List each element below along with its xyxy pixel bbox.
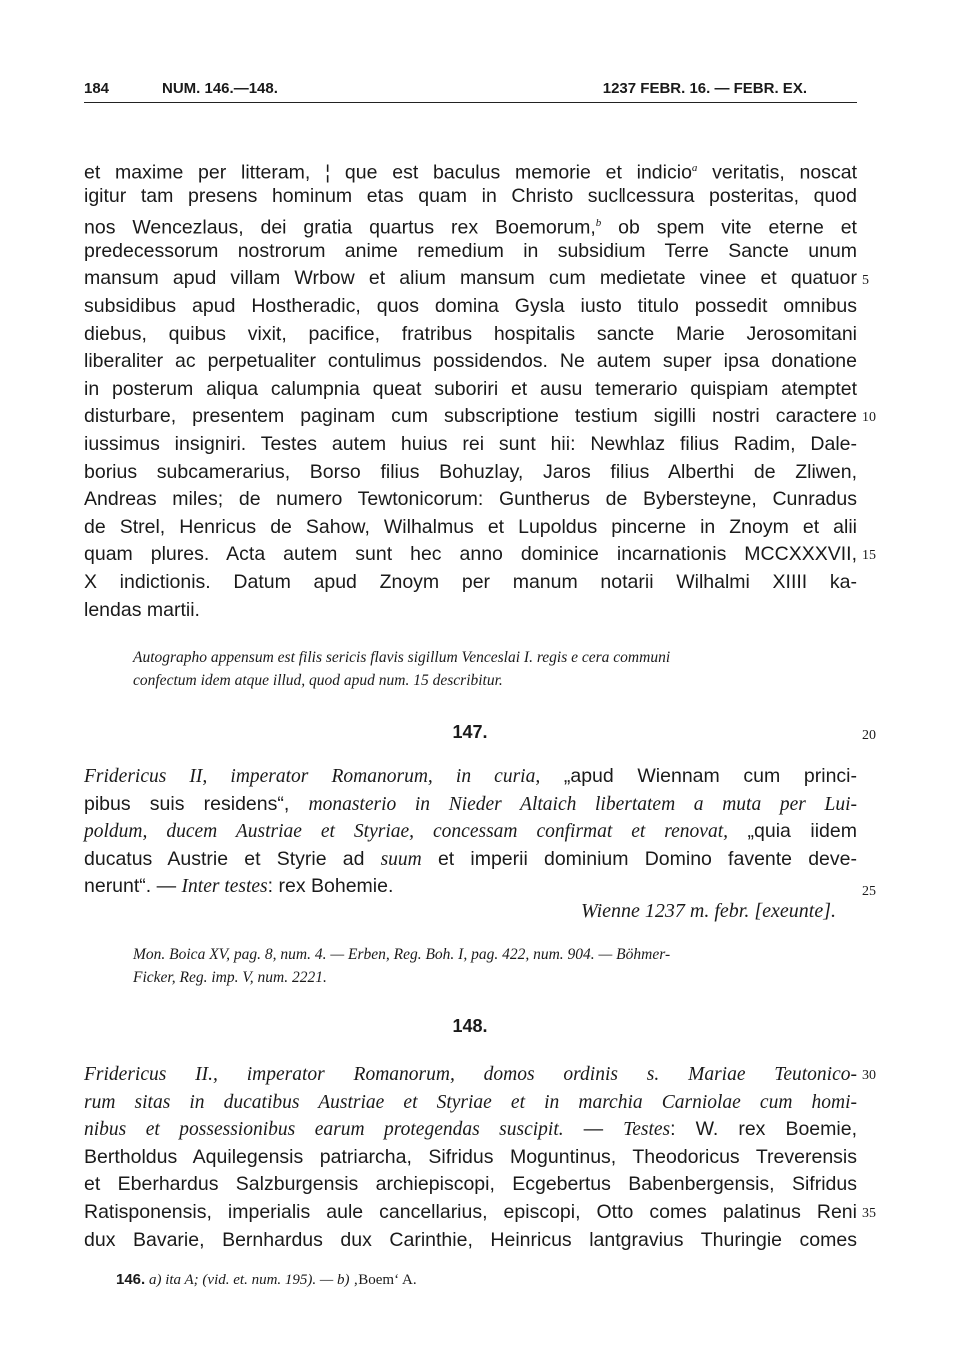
text-line: rum sitas in ducatibus Austriae et Styriae et in marchia Carniolae cum homi- (84, 1091, 857, 1113)
text-line: nerunt“. — Inter testes: rex Bohemie. (84, 875, 394, 898)
text-line: igitur tam presens hominum etas quam in Christo suc‖cessura posteritas, quod (84, 184, 857, 207)
margin-line-number: 15 (862, 548, 876, 563)
doc146-body (84, 155, 857, 624)
text-line: mansum apud villam Wrbow et alium mansum cum medietate vinee et quatuor (84, 267, 857, 290)
note-line: confectum idem atque illud, quod apud num. 15 describitur. (133, 672, 503, 689)
text-line: ducatus Austrie et Styrie ad suum et imperii dominium Domino favente deve- (84, 847, 857, 870)
doc148-number: 148. (452, 1016, 488, 1036)
note-line: Ficker, Reg. imp. V, num. 2221. (133, 969, 327, 986)
text-line: liberaliter ac perpetualiter contulimus possidendos. Ne autem super ipsa donatione (84, 350, 857, 373)
doc147-dateline: Wienne 1237 m. febr. [exeunte]. (581, 900, 836, 922)
doc147-number: 147. (452, 722, 488, 742)
margin-line-number: 20 (862, 728, 876, 743)
footnote-b-text: ‚Boem‘ A. (349, 1272, 417, 1288)
doc147-note (133, 943, 857, 989)
footnote-mark-b: b (595, 217, 602, 230)
text-line: nos Wencezlaus, dei gratia quartus rex Boemorum,$^b$ ob spem vite eterne et (84, 216, 857, 239)
margin-line-number: 5 (862, 273, 869, 288)
header-rule (84, 102, 857, 103)
text-line: Fridericus II., imperator Romanorum, domos ordinis s. Mariae Teutonico- (84, 1064, 857, 1085)
footnote-b-mark: b) (337, 1272, 350, 1288)
text-line: iussimus insigniri. Testes autem huius rei sunt hii: Newhlaz filius Radim, Dale- (84, 432, 857, 455)
text-line: subsidibus apud Hostheradic, quos domina Gysla iusto titulo possedit omnibus (84, 294, 857, 317)
note-line: Autographo appensum est filis sericis flavis sigillum Venceslai I. regis e cera communi (133, 649, 671, 666)
footnote-a-text: ita A; (vid. et. num. 195). — (161, 1272, 337, 1288)
footnote (116, 1271, 417, 1289)
margin-line-number: 10 (862, 410, 876, 425)
note-line: Mon. Boica XV, pag. 8, num. 4. — Erben, Reg. Boh. I, pag. 422, num. 904. — Böhmer- (133, 946, 671, 963)
text-line: nibus et possessionibus earum protegendas suscipit. — Testes: W. rex Boemie, (84, 1118, 857, 1141)
text-line: borius subcamerarius, Borso filius Bohuzlay, Jaros filius Alberthi de Zliwen, (84, 460, 857, 483)
text-line: X indictionis. Datum apud Znoym per manum notarii Wilhalmi XIIII ka- (84, 570, 857, 593)
text-line: diebus, quibus vixit, pacifice, fratribus hospitalis sancte Marie Jerosomitani (84, 322, 857, 345)
page-number: 184 (84, 80, 110, 97)
document-numbers: NUM. 146.—148. (162, 80, 278, 97)
footnote-mark-a: a (691, 162, 698, 174)
text-line: pibus suis residens“, monasterio in Nieder Altaich libertatem a muta per Lui- (84, 792, 857, 815)
doc148-text (84, 1061, 857, 1254)
doc146-note (133, 646, 857, 692)
text-line: Bertholdus Aquilegensis patriarcha, Sifridus Moguntinus, Theodoricus Treverensis (84, 1145, 857, 1168)
date-range: 1237 FEBR. 16. — FEBR. EX. (602, 80, 807, 97)
text-line: et Eberhardus Salzburgensis archiepiscopi, Ecgebertus Babenbergensis, Sifridus (84, 1173, 857, 1196)
text-line: Fridericus II, imperator Romanorum, in curia, „apud Wiennam cum princi- (84, 765, 857, 787)
margin-line-number: 30 (862, 1068, 876, 1083)
text-line: lendas martii. (84, 598, 200, 621)
text-line: poldum, ducem Austriae et Styriae, concessam confirmat et renovat, „quia iidem (84, 820, 857, 843)
margin-line-number: 25 (862, 884, 876, 899)
text-line: quam plures. Acta autem sunt hec anno dominice incarnationis MCCXXXVII, (84, 543, 857, 566)
text-line: de Strel, Henricus de Sahow, Wilhalmus et Lupoldus pincerne in Znoym et alii (84, 515, 857, 538)
running-head (84, 80, 857, 100)
footnote-ref: 146. (116, 1271, 146, 1288)
text-line: dux Bavarie, Bernhardus dux Carinthie, Heinricus lantgravius Thuringie comes (84, 1228, 857, 1251)
text-line: Ratisponensis, imperialis aule cancellarius, episcopi, Otto comes palatinus Reni (84, 1200, 857, 1223)
margin-line-number: 35 (862, 1206, 876, 1221)
footnote-a-mark: a) (148, 1272, 162, 1288)
text-line: disturbare, presentem paginam cum subscriptione testium sigilli nostri caractere (84, 405, 857, 428)
doc147-regest (84, 763, 857, 901)
text-line: in posterum aliqua calumpnia queat suboriri et ausu temerario quispiam atemptet (84, 377, 857, 400)
text-line: Andreas miles; de numero Tewtonicorum: Guntherus de Bybersteyne, Cunradus (84, 488, 857, 511)
text-line: predecessorum nostrorum anime remedium in subsidium Terre Sancte unum (84, 239, 857, 262)
text-line: et maxime per litteram, ¦ que est baculus memorie et indicio$^a$ veritatis, noscat (84, 161, 858, 184)
